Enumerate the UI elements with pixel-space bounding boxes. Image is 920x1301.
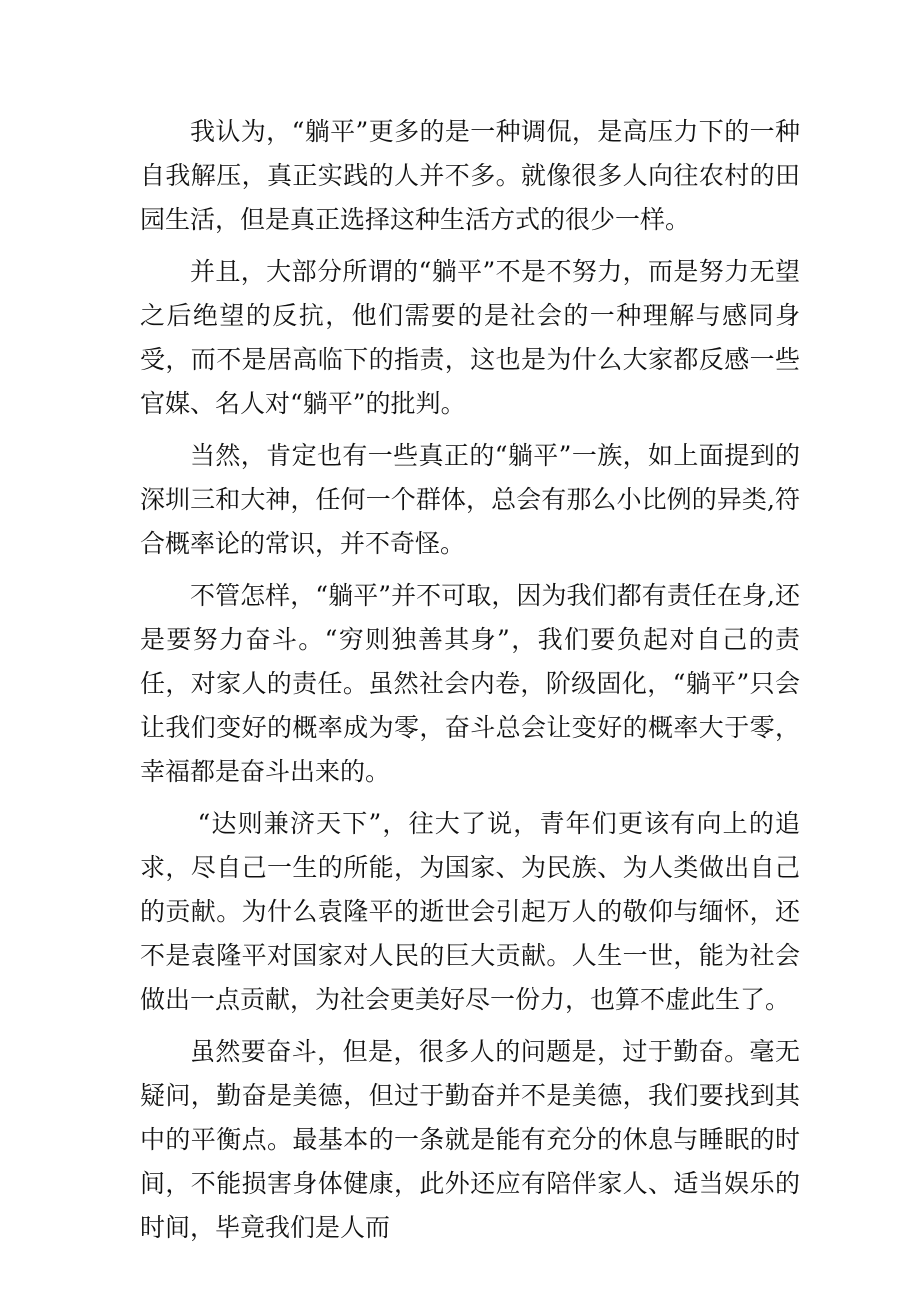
paragraph-5: “达则兼济天下”，往大了说，青年们更该有向上的追求，尽自己一生的所能，为国家、为民族、为人类做出自己的贡献。为什么袁隆平的逝世会引起万人的敬仰与缅怀，还不是袁隆平对国家对人民的巨大贡献。人生一世，能为社会做出一点贡献，为社会更美好尽一份力，也算不虚此生了。 bbox=[140, 809, 800, 1014]
document-body bbox=[140, 110, 800, 1258]
paragraph-2: 并且，大部分所谓的“躺平”不是不努力，而是努力无望之后绝望的反抗，他们需要的是社会的一种理解与感同身受，而不是居高临下的指责，这也是为什么大家都反感一些官媒、名人对“躺平”的批判。 bbox=[140, 257, 800, 418]
paragraph-4: 不管怎样，“躺平”并不可取，因为我们都有责任在身,还是要努力奋斗。“穷则独善其身”，我们要负起对自己的责任，对家人的责任。虽然社会内卷，阶级固化，“躺平”只会让我们变好的概率成为零，奋斗总会让变好的概率大于零，幸福都是奋斗出来的。 bbox=[140, 581, 800, 786]
paragraph-6: 虽然要奋斗，但是，很多人的问题是，过于勤奋。毫无疑问，勤奋是美德，但过于勤奋并不是美德，我们要找到其中的平衡点。最基本的一条就是能有充分的休息与睡眠的时间，不能损害身体健康，此外还应有陪伴家人、适当娱乐的时间，毕竟我们是人而 bbox=[140, 1037, 800, 1242]
paragraph-3: 当然，肯定也有一些真正的“躺平”一族，如上面提到的深圳三和大神，任何一个群体，总会有那么小比例的异类,符合概率论的常识，并不奇怪。 bbox=[140, 441, 800, 558]
paragraph-1: 我认为，“躺平”更多的是一种调侃，是高压力下的一种自我解压，真正实践的人并不多。就像很多人向往农村的田园生活，但是真正选择这种生活方式的很少一样。 bbox=[140, 117, 800, 234]
